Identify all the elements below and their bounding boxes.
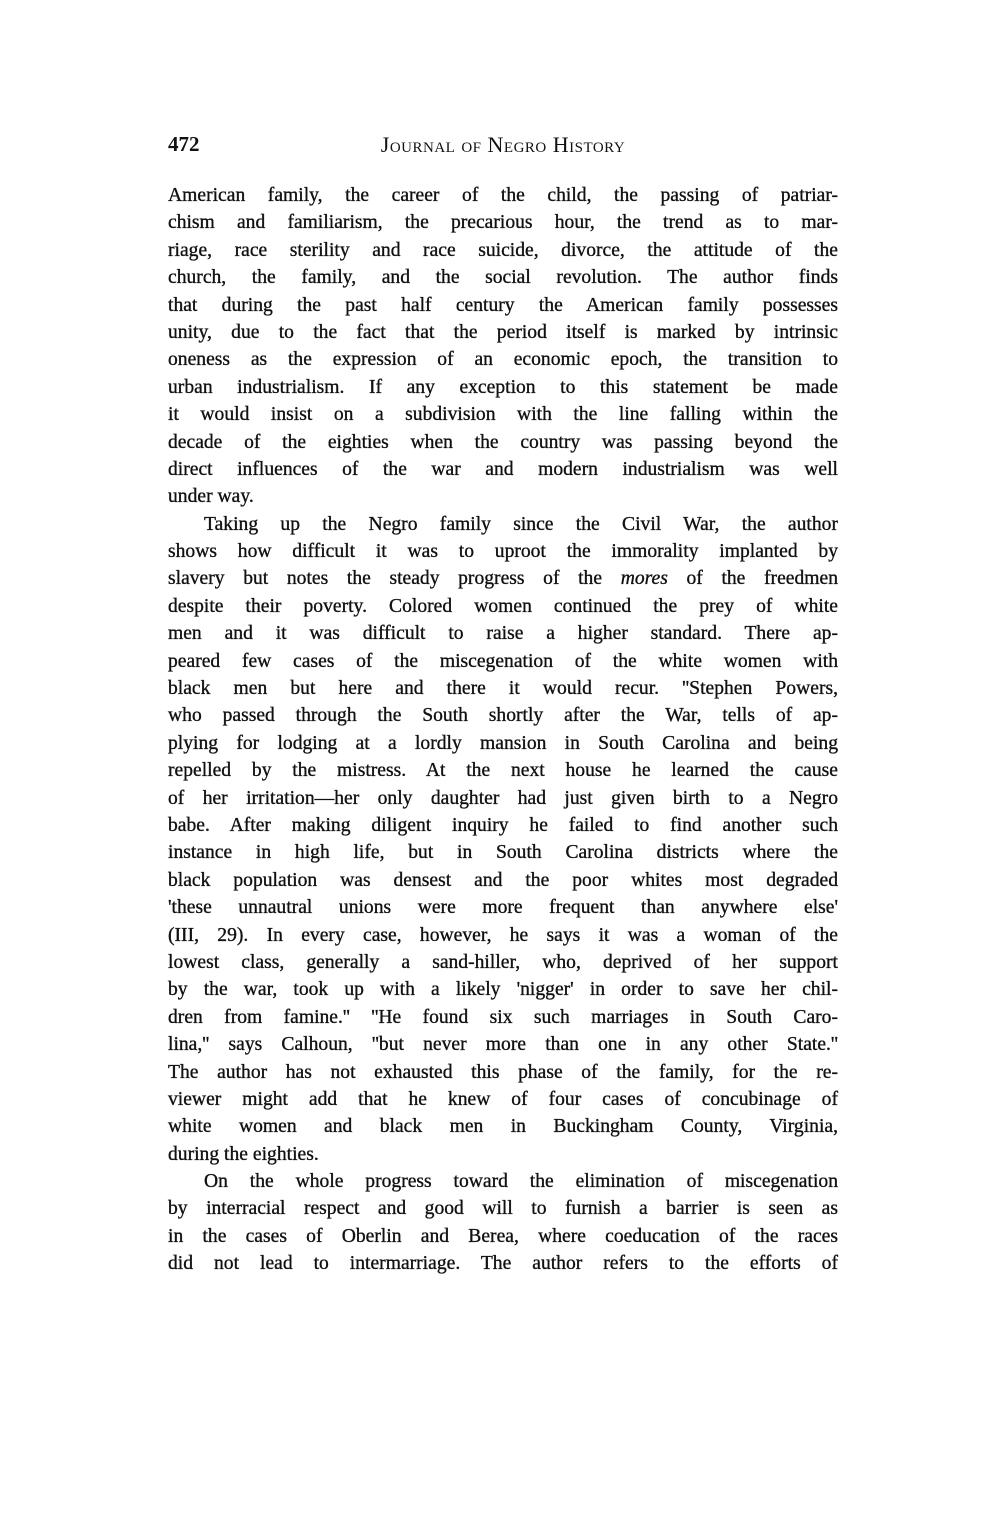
text-line: lina,'' says Calhoun, ''but never more than one in any other State.'' — [168, 1034, 838, 1056]
italic-word: mores — [620, 568, 668, 590]
running-head: Journal of Negro History — [380, 132, 626, 157]
text-line: who passed through the South shortly after the War, tells of ap- — [168, 705, 838, 727]
text-line: it would insist on a subdivision with the line falling within the — [168, 404, 838, 426]
text-line: peared few cases of the miscegenation of the white women with — [168, 650, 838, 672]
text-line: did not lead to intermarriage. The author refers to the efforts of — [168, 1253, 838, 1275]
text-line: during the eighties. — [168, 1143, 319, 1165]
text-line: despite their poverty. Colored women continued the prey of white — [168, 595, 838, 617]
text-line: riage, race sterility and race suicide, divorce, the attitude of the — [168, 239, 838, 261]
text-line: plying for lodging at a lordly mansion in South Carolina and being — [168, 732, 838, 754]
text-line: The author has not exhausted this phase of the family, for the re- — [168, 1061, 838, 1083]
text-line: babe. After making diligent inquiry he failed to find another such — [168, 814, 838, 836]
page-number: 472 — [168, 132, 200, 156]
text-line: by the war, took up with a likely 'nigger' in order to save her chil- — [168, 979, 838, 1001]
page-header — [168, 132, 838, 164]
text-line: black men but here and there it would recur. ''Stephen Powers, — [168, 678, 838, 700]
text-line: that during the past half century the American family possesses — [168, 294, 838, 316]
text-line: urban industrialism. If any exception to this statement be made — [168, 376, 838, 398]
text-line: black population was densest and the poor whites most degraded — [168, 869, 838, 891]
paragraph — [168, 511, 838, 1168]
text-line: oneness as the expression of an economic epoch, the transition to — [168, 349, 838, 371]
text-line: by interracial respect and good will to furnish a barrier is seen as — [168, 1198, 838, 1220]
text-line: church, the family, and the social revolution. The author finds — [168, 267, 838, 289]
text-line: On the whole progress toward the elimination of miscegenation — [204, 1171, 838, 1193]
text-line: 'these unnautral unions were more frequent than anywhere else' — [168, 897, 838, 919]
text-line: of her irritation—her only daughter had just given birth to a Negro — [168, 787, 838, 809]
text-segment: slavery but notes the steady progress of the — [168, 568, 621, 590]
text-line: viewer might add that he knew of four cases of concubinage of — [168, 1088, 838, 1110]
body-text — [168, 182, 838, 1278]
text-line: lowest class, generally a sand-hiller, who, deprived of her support — [168, 951, 838, 973]
text-line: in the cases of Oberlin and Berea, where coeducation of the races — [168, 1225, 838, 1247]
text-line: men and it was difficult to raise a higher standard. There ap- — [168, 623, 838, 645]
text-line: direct influences of the war and modern industrialism was well — [168, 458, 838, 480]
text-line — [168, 565, 838, 592]
paragraph — [168, 1168, 838, 1278]
text-line: chism and familiarism, the precarious hour, the trend as to mar- — [168, 212, 838, 234]
text-line: decade of the eighties when the country was passing beyond the — [168, 431, 838, 453]
text-line: (III, 29). In every case, however, he says it was a woman of the — [168, 924, 838, 946]
text-line: dren from famine.'' ''He found six such marriages in South Caro- — [168, 1006, 838, 1028]
text-line: unity, due to the fact that the period itself is marked by intrinsic — [168, 321, 838, 343]
text-line: American family, the career of the child, the passing of patriar- — [168, 185, 838, 206]
text-line: white women and black men in Buckingham County, Virginia, — [168, 1116, 838, 1138]
text-line: repelled by the mistress. At the next house he learned the cause — [168, 760, 838, 782]
text-segment: of the freedmen — [667, 568, 838, 590]
paragraph — [168, 182, 838, 511]
text-line: under way. — [168, 486, 254, 508]
text-line: Taking up the Negro family since the Civil War, the author — [204, 513, 838, 535]
text-line: instance in high life, but in South Carolina districts where the — [168, 842, 838, 864]
text-line: shows how difficult it was to uproot the immorality implanted by — [168, 541, 838, 563]
